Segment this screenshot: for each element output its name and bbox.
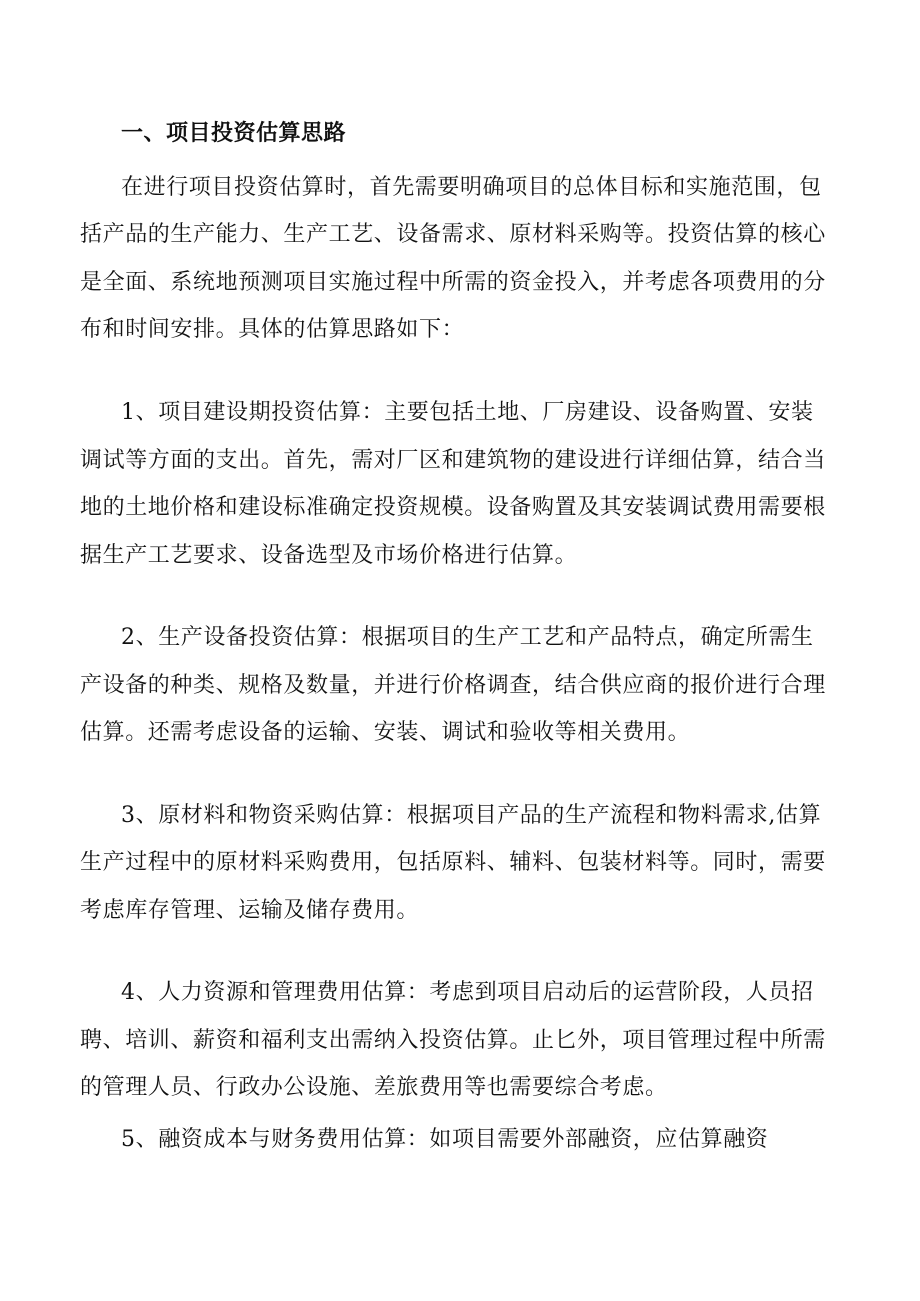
item1-line-1: 1、项目建设期投资估算：主要包括土地、厂房建设、设备购置、安装 [121, 400, 814, 425]
intro-line-2: 括产品的生产能力、生产工艺、设备需求、原材料采购等。投资估算的核心 [80, 222, 826, 247]
item3-line-2: 生产过程中的原材料采购费用，包括原料、辅料、包装材料等。同时，需要 [80, 850, 826, 875]
intro-line-1: 在进行项目投资估算时，首先需要明确项目的总体目标和实施范围，包 [121, 175, 822, 200]
item1-line-3: 地的土地价格和建设标准确定投资规模。设备购置及其安装调试费用需要根 [80, 495, 826, 520]
item2-line-3: 估算。还需考虑设备的运输、安装、调试和验收等相关费用。 [80, 720, 691, 745]
intro-line-4: 布和时间安排。具体的估算思路如下： [80, 317, 465, 342]
item5-line-1: 5、融资成本与财务费用估算：如项目需要外部融资，应估算融资 [121, 1127, 769, 1152]
item2-line-1: 2、生产设备投资估算：根据项目的生产工艺和产品特点，确定所需生 [121, 625, 814, 650]
intro-line-3: 是全面、系统地预测项目实施过程中所需的资金投入，并考虑各项费用的分 [80, 270, 826, 295]
item4-line-3: 的管理人员、行政办公设施、差旅费用等也需要综合考虑。 [80, 1075, 668, 1100]
item1-line-4: 据生产工艺要求、设备选型及市场价格进行估算。 [80, 543, 578, 568]
item3-line-1: 3、原材料和物资采购估算：根据项目产品的生产流程和物料需求,估算 [121, 803, 822, 828]
item2-line-2: 产设备的种类、规格及数量，并进行价格调查，结合供应商的报价进行合理 [80, 673, 826, 698]
item1-line-2: 调试等方面的支出。首先，需对厂区和建筑物的建设进行详细估算，结合当 [80, 448, 826, 473]
item4-line-2: 聘、培训、薪资和福利支出需纳入投资估算。止匕外，项目管理过程中所需 [80, 1028, 826, 1053]
section-heading: 一、项目投资估算思路 [121, 120, 347, 146]
item3-line-3: 考虑库存管理、运输及储存费用。 [80, 898, 420, 923]
item4-line-1: 4、人力资源和管理费用估算：考虑到项目启动后的运营阶段，人员招 [121, 980, 814, 1005]
